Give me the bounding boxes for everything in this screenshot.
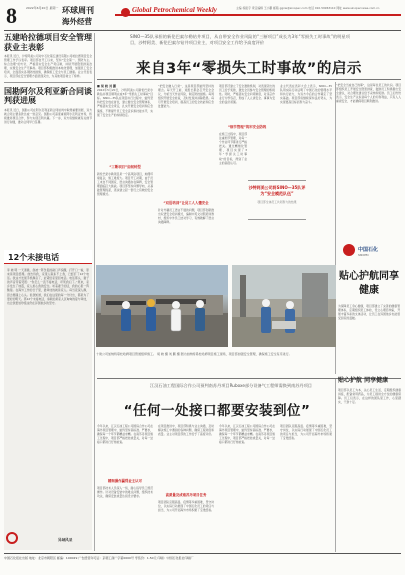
- article-paragraph: 2022年5月20日，沙特阿美公司新伦巴索尔勒钻井项目顺利完成3年“零损失工时事故”目标。SINO—35队在项目执行过程中，始终坚持把安全放在首位，建立健全安全管理体系，严格落实安全责任，扎实开展安全培训和应急演练，不断提升员工安全意识和技能水平，实现了安全生产的持续稳定。: [97, 88, 153, 117]
- right-bottom-body: 项目部以员工为本，关心员工生活，定期组织健康讲座，配备常用药品，为员工提供全方位的健康保障。员工们表示，在这样的团队里工作，心里踏实，干劲十足。: [338, 388, 401, 405]
- right-bottom-story: [338, 377, 401, 552]
- article2-paragraph: 今年以来，江汉石油工程公司国际合作公司在海外项目管理中，始终坚持高标准、严要求，确保每一个环节都精益求精。在南苏丹项目施工过程中，项目部严格把控质量关，对每一处接口都进行仔细检查。: [97, 424, 153, 445]
- story-body: 本报讯 近日，国勘公司在阿尔及利亚新合同谈判中取得重要进展，双方就合同主要条款达成一致意见。国勘公司高度重视阿尔及利亚市场，积极推进项目合作，努力实现互利共赢。下一步，双方将继续就有关细节进行沟通，推动合同早日签署。: [4, 107, 92, 124]
- masthead-red-rule: [115, 14, 401, 16]
- right-column-body: 为保障员工身心健康，项目部建立了完善的健康管理体系，定期组织员工体检，设立心理咨询室，开展丰富多彩的文体活动，让员工在异国他乡也能感受到家的温暖。: [338, 304, 400, 321]
- sinopec-logo: [343, 242, 399, 264]
- column-rule: [94, 33, 95, 551]
- masthead: [4, 3, 401, 29]
- photo-workers-left: [96, 265, 228, 347]
- article2-headline: “任何一处接口都要安装到位”: [123, 403, 311, 419]
- article-column-3: 项目部还建立了安全激励机制，对表现突出的员工给予奖励，激发全员参与安全管理的积极性。同时，严格落实安全问责制度，对违章作业行为零容忍，形成了人人讲安全、事事为安全的良好氛围。: [219, 84, 275, 105]
- photo-workers-right-illustration: [232, 265, 336, 347]
- masthead-divider: [4, 30, 401, 31]
- article-deck: SINO—35队承担的新伦巴索尔勒钻井项目，从自带安全作业风险的“三断项目”成长为3年“零损失工时事故”的明星项目，沙特阿美、新伦巴索尔钻井项目业主，对项目安全工作给予高度评价: [130, 34, 350, 45]
- callout-headline: 贴心护航同享健康: [339, 271, 399, 296]
- footer-imprint: 中国石化报社出版 地址：北京市朝阳区 邮编：100029 广告经营许可证：京朝工商广字第0000号 零售价：1.50元 印刷：中国石化报社印刷厂: [4, 556, 194, 560]
- article-column-2: “把安全融入日常”，这是项目部始终坚持的理念。每天开工前，班组长都会召开安全会议，分析当天作业风险，制定防控措施。每周组织开展安全检查，及时发现并消除隐患。每月开展安全培训，提高员工的安全技能和应急处置能力。: [158, 84, 214, 109]
- article2-column-3: 今年以来，江汉石油工程公司国际合作公司在海外项目管理中，始终坚持高标准、严要求，确保每一个环节都精益求精。在南苏丹项目施工过程中，项目部严格把控质量关，对每一处接口都进行仔细检查。: [219, 424, 275, 445]
- sinopec-logo-icon: [343, 244, 355, 256]
- editorial-meta: 主编 杨振宇 责任编辑 王小鹏 邮箱 ggxw@sinopec.com 电话 010-59963110 网址 www.sinopecnews.com.cn: [236, 6, 380, 10]
- article-column-2b: 针对外籍员工语言不通的问题，项目部创新推出双语安全培训模式，编制中英文对照培训教材，组织中外员工结对学习，有效破解了语言沟通障碍。: [158, 208, 214, 225]
- article2-column-1: [97, 424, 153, 444]
- photo-caption: 十建公司加纳特曼杜哈姆项目管道组焊施工。 胡 晓 摄 刘 鹏 摄 图为加纳特曼杜哈姆项目施工现场，项目部加强安全管理，确保施工安全有序进行。: [96, 352, 292, 356]
- sidebar-title: 12个未接电话: [8, 253, 60, 262]
- story-divider: [4, 82, 92, 83]
- article2-column-1b: 项目部技术人员深入一线，耐心指导员工规范操作。针对设备安装中的难点问题，组织技术攻关，确保安装质量达到设计要求。: [97, 486, 153, 499]
- story-headline: 五建哈拉德项目安全管理获业主表彰: [4, 33, 92, 52]
- article-subhead: “细节管理”筑牢安全防线: [227, 125, 267, 129]
- subsection-title: 海外经营: [62, 17, 92, 26]
- article-column-4: 业主代表在表彰大会上表示，SINO—35队用实际行动证明了中国石化的管理水平和执行能力，为双方今后的合作奠定了坚实基础。项目部将继续保持良好势头，为实现更高目标而努力奋斗。: [280, 84, 332, 105]
- article-column-3b: 在施工过程中，项目部注重细节管理，对每一个作业环节都进行严格把关。通过精细化管理，项目实现了3年“零损失工时事故”的目标，得到了业主的高度认可。: [219, 132, 247, 165]
- article-subhead: “双语培训”让员工人人懂安全: [163, 201, 209, 205]
- sidebar-body: 李 晓 明 一天清晨，我被一阵急促的敲门声惊醒，打开门一看，原来是项目经理。他告诉我，家里人联系不上我，已经打了12个电话。我这才发现手机静音了，赶紧给家里回电话。电话那头，妻子的声音带着哭腔：“你怎么一直不接电话，吓死我们了。”原来，家乡发生了地震，家人担心我的安全。听着妻子的话，我的心里一阵酸楚。在海外工作的日子里，最牵挂的就是家人。每当夜深人静，思念便涌上心头。但我知道，我们在这里的每一分付出，都是为了更好的明天。那12个未接电话，承载的是家人沉甸甸的爱与牵挂，也让我更加珍惜这份在异国他乡的坚守。: [7, 268, 89, 305]
- issue-date: 2022年6月20日 星期一: [26, 6, 59, 10]
- sidebar-essay: [4, 250, 92, 550]
- page-number: 8: [6, 3, 17, 28]
- sinopec-logo-name: 中国石化: [358, 247, 379, 253]
- article-headline: 来自3年“零损失工时事故”的启示: [136, 61, 362, 77]
- publication-logo-icon: [121, 8, 130, 17]
- pull-quote: [248, 180, 306, 220]
- right-column-text: “把安全当成自己的事”，这是每位员工的共识。项目部组织员工开展安全隐患排查，鼓励员工积极提出安全建议，对合理化建议给予采纳和奖励。员工们纷纷表示，安全生产关系到每个人的切身利益，只有人人重视安全，才能确保项目顺利推进。: [336, 83, 401, 104]
- article-column-1b: 新伦巴索尔勒项目是一个高风险项目，地理环境复杂，施工难度大。项目开工初期，由于员工来自不同国家，语言沟通存在障碍，安全管理面临巨大挑战。项目部坚持问题导向，从基础管理抓起，逐步建立起一套行之有效的安全管理模式。: [97, 172, 153, 197]
- publication-name: Global Petrochemical Weekly: [132, 6, 217, 14]
- story-body: 本报讯 近日，沙特阿美公司对中石化第五建设有限公司哈拉德项目安全管理工作予以表彰。项目部自开工以来，坚持“安全第一、预防为主、综合治理”的方针，严格落实安全生产责任制，持续开展隐患排查治理，实现安全生产无事故。项目部积极推进本地化管理，加强员工安全培训，全面落实各项防控措施，确保施工安全与员工健康。业主代表表示，项目部在安全管理方面表现突出，为其他项目树立了榜样。: [4, 54, 92, 78]
- headline-rule: [97, 79, 401, 80]
- sidebar-title-bar: [4, 250, 92, 264]
- article-column-1: [97, 84, 153, 117]
- footer-rule: [4, 553, 401, 554]
- pull-quote-detail: 项目部全体员工共同努力的结果: [257, 200, 297, 204]
- section-title: 环球周刊: [62, 6, 94, 15]
- article2-deck: 江汉石油工程国际合作公司预判南苏丹项目Ruboxe部分设备气工程师需换到南苏丹项目: [150, 383, 312, 388]
- article2-column-4: 项目团队克服高温、疫情等多重困难，坚守岗位，以实际行动展现了中国石化员工的责任与担当，为公司开拓海外市场积累了宝贵经验。: [280, 424, 332, 441]
- pull-quote-text: 沙特阿美公司将SINO—35队评为“安全模范队伍”: [248, 185, 306, 196]
- photo-workers-left-illustration: [96, 265, 228, 347]
- story-headline: 国勘阿尔及利亚新合同谈判获进展: [4, 86, 92, 106]
- photo-workers-right: [232, 265, 336, 347]
- article2-subhead: 高质量完成南苏丹项目任务: [165, 493, 207, 497]
- column-logo-icon: [6, 532, 18, 544]
- article-byline: ■ 梁 晓 刘 鹏: [97, 84, 117, 88]
- article2-column-2b: 项目团队克服高温、疫情等多重困难，坚守岗位，以实际行动展现了中国石化员工的责任与担当，为公司开拓海外市场积累了宝贵经验。: [158, 500, 214, 513]
- column-logo: [6, 530, 40, 550]
- article2-column-2: 在项目推进中，项目部积极与业主沟通，及时解决施工中遇到的各种问题，确保工程进度和质量。业主对项目部的工作给予了高度评价。: [158, 424, 214, 437]
- article2-subhead: 精细操作赢得业主认可: [108, 479, 142, 483]
- column-name: 异域风采: [58, 538, 73, 542]
- sinopec-logo-sub: SINOPEC: [358, 254, 369, 257]
- right-bottom-headline: 贴心护航 同享健康: [338, 377, 389, 384]
- article-subhead: “三断项目”如何转型: [109, 165, 141, 169]
